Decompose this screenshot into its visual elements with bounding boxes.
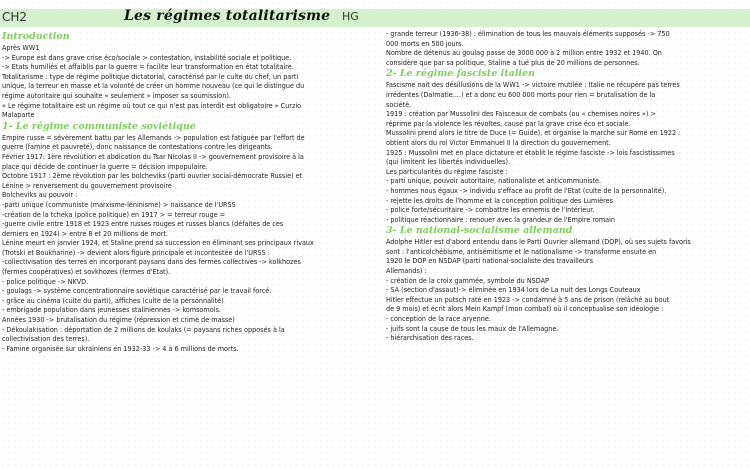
text-line: Totalitarisme : type de régime politique dictatorial, caractérisé par le culte du chef, un parti — [2, 71, 299, 81]
fascism-section-body — [386, 80, 744, 224]
text-line: Mussolini prend alors le titre de Duce (= Guide), et organise la marche sur Rome en 1922 : — [386, 128, 681, 138]
text-line: -création de la tcheka (police politique) en 1917 > = terreur rouge = — [2, 209, 226, 219]
text-line: société. — [386, 99, 412, 109]
text-line: 1920 le DOP en NSDAP (parti national-socialiste des travailleurs — [386, 256, 593, 266]
section-heading-nazism: 3- Le national-socialisme allemand — [386, 225, 573, 237]
text-line: unique, la terreur en masse et la volonté de créer un homme nouveau (ce qui le distingue du — [2, 81, 305, 91]
text-line: -> Europe est dans grave crise éco/sociale > contestation, instabilité sociale et politique. — [2, 52, 292, 62]
text-line: Bolcheviks au pouvoir : — [2, 190, 78, 200]
text-line: irrédentes (Dalmatie....) et a donc eu 600 000 morts pour rien = brutalisation de la — [386, 89, 656, 99]
text-line: obtient alors du roi Victor Emmanuel II la direction du gouvernement. — [386, 137, 611, 147]
text-line: Les particularités du régime fasciste : — [386, 166, 508, 176]
text-line: « Le régime totalitaire est un régime où tout ce qui n'est pas interdit est obligatoire » Curzio — [2, 100, 302, 110]
text-line: 1925 : Mussolini met en place dictature et établit le régime fasciste -> lois fascistissimes — [386, 147, 675, 157]
text-line: réprime par la violence les révoltes, causé par la grave crise éco et sociale. — [386, 118, 631, 128]
section-heading-fascism: 2- Le régime fasciste italien — [386, 68, 535, 80]
section-heading-introduction: Introduction — [2, 31, 70, 42]
left-column — [2, 30, 376, 353]
text-line: -collectivisation des terres en incorporant paysans dans des fermes collectives -> kolkhozes — [2, 257, 301, 267]
text-line: Fascisme nait des désillusions de la WW1 -> victoire mutilée : Italie ne récupère pas terres — [386, 80, 680, 90]
text-line: -guerre civile entre 1918 et 1923 entre russes rouges et russes blancs (défaites de ces — [2, 219, 284, 229]
text-line: régime autoritaire qui souhaite « seulement » imposer sa soumission). — [2, 90, 231, 100]
text-line: - hommes nous égaux -> individu s'efface au profit de l'Etat (culte de la personnalité). — [386, 185, 667, 195]
text-line: -> Etats humiliés et affaiblis par la guerre = facilite leur transformation en état totalitaire. — [2, 62, 294, 72]
text-line: - grande terreur (1936-38) : élimination de tous les mauvais éléments supposés -> 750 — [386, 29, 670, 38]
soviet-continued-body — [386, 29, 744, 67]
soviet-section-body — [2, 133, 376, 354]
text-line: Nombre de détenus au goulag passe de 3000 000 à 2 million entre 1932 et 1940. On — [386, 48, 662, 58]
text-line: Allemands) : — [386, 266, 427, 276]
text-line: - juifs sont la cause de tous les maux de l'Allemagne. — [386, 323, 559, 333]
text-line: - Famine organisée sur ukrainiens en 1932-33 -> 4 à 6 millions de morts. — [2, 343, 239, 353]
section-heading-soviet: 1- Le régime communiste soviétique — [2, 120, 196, 132]
subject-label: HG — [342, 10, 359, 23]
text-line: Février 1917: 1ère révolution et abdication du Tsar Nicolas II -> gouvernement provisoire à la — [2, 151, 304, 161]
text-line: (fermes coopératives) et sovkhozes (fermes d'Etat). — [2, 267, 171, 277]
text-line: Empire russe = sévèrement battu par les Allemands -> population est fatiguée par l'effort de — [2, 132, 305, 142]
text-line: 000 morts en 500 jours. — [386, 38, 464, 48]
text-line: Hitler effectue un putsch raté en 1923 -> condamné à 5 ans de prison (relâché au bout — [386, 294, 670, 304]
text-line: guerre (famine et pauvreté), donc naissance de contestations contre les dirigeants. — [2, 142, 273, 152]
introduction-body — [2, 43, 376, 120]
right-column — [386, 29, 744, 343]
text-line: -parti unique (communiste (marxisme-léninisme) > naissance de l'URSS — [2, 199, 236, 209]
text-line: Malaparte — [2, 110, 35, 120]
text-line: - parti unique, pouvoir autoritaire, nationaliste et anticommuniste. — [386, 176, 602, 186]
text-line: 1919 : création par Mussolini des Faisceaux de combats (ou « chemises noires ») > — [386, 109, 656, 119]
text-line: sont : l'anticolchébisme, antisémitisme et le nationalisme -> transforme ensuite en — [386, 246, 657, 256]
text-line: de 9 mois) et écrit alors Mein Kampf (mon combat) où il conceptualise son idéologie : — [386, 304, 664, 314]
text-line: - embrigade population dans jeunesses staliniennes -> komsomols. — [2, 305, 221, 315]
text-line: - rejette les droits de l'homme et la conception politique des Lumières — [386, 195, 613, 205]
text-line: Lénine meurt en janvier 1924, et Staline prend sa succession en éliminant ses principaux rivaux — [2, 238, 314, 248]
chapter-label: CH2 — [2, 10, 28, 24]
text-line: - conception de la race aryenne. — [386, 314, 491, 324]
text-line: Après WW1 — [2, 43, 40, 52]
text-line: Adolphe Hitler est d'abord entendu dans le Parti Ouvrier allemand (DOP), où ses sujets favoris — [386, 237, 691, 247]
text-line: Lénine > renversement du gouvernement provisoire — [2, 180, 172, 190]
text-line: Années 1930 -> brutalisation du régime (répression et crime de masse) — [2, 315, 235, 325]
text-line: - SA (section d'assaut)-> éliminée en 1934 lors de La nuit des Longs Couteaux — [386, 285, 641, 295]
text-line: Octobre 1917 : 2ème révolution par les bolcheviks (parti ouvrier social-démocrate Russie) et — [2, 171, 303, 181]
header-band — [0, 9, 750, 27]
text-line: place qui décide de continuer la guerre = décision impopulaire. — [2, 161, 208, 171]
text-line: considère que par sa politique, Staline a tué plus de 20 millions de personnes. — [386, 57, 640, 67]
text-line: - création de la croix gammée, symbole du NSDAP — [386, 275, 549, 285]
text-line: - grâce au cinéma (culte du parti), affiches (culte de la personnalité) — [2, 295, 224, 305]
text-line: - politique réactionnaire : renouer avec la grandeur de l'Empire romain — [386, 214, 615, 224]
nazism-section-body — [386, 237, 744, 343]
text-line: - police politique -> NKVD. — [2, 276, 89, 286]
text-line: (qui limitent les libertés individuelles). — [386, 157, 511, 167]
text-line: - goulags -> système concentrationnaire soviétique caractérisé par le travail forcé. — [2, 286, 272, 296]
text-line: - hiérarchisation des races. — [386, 333, 474, 343]
text-line: (Trotski et Boukharine) -> devient alors figure principale et incontestée de l'URSS : — [2, 247, 270, 257]
text-line: derniers en 1924) > entre 8 et 20 millions de mort. — [2, 228, 168, 238]
text-line: - Dékoulakisation : déportation de 2 millions de koulaks (= paysans riches opposés à la — [2, 324, 285, 334]
text-line: - police forte/sécuritaire -> combattre les ennemis de l'intérieur. — [386, 205, 595, 215]
page-title: Les régimes totalitarisme — [124, 8, 331, 24]
text-line: collectivisation des terres). — [2, 334, 90, 344]
